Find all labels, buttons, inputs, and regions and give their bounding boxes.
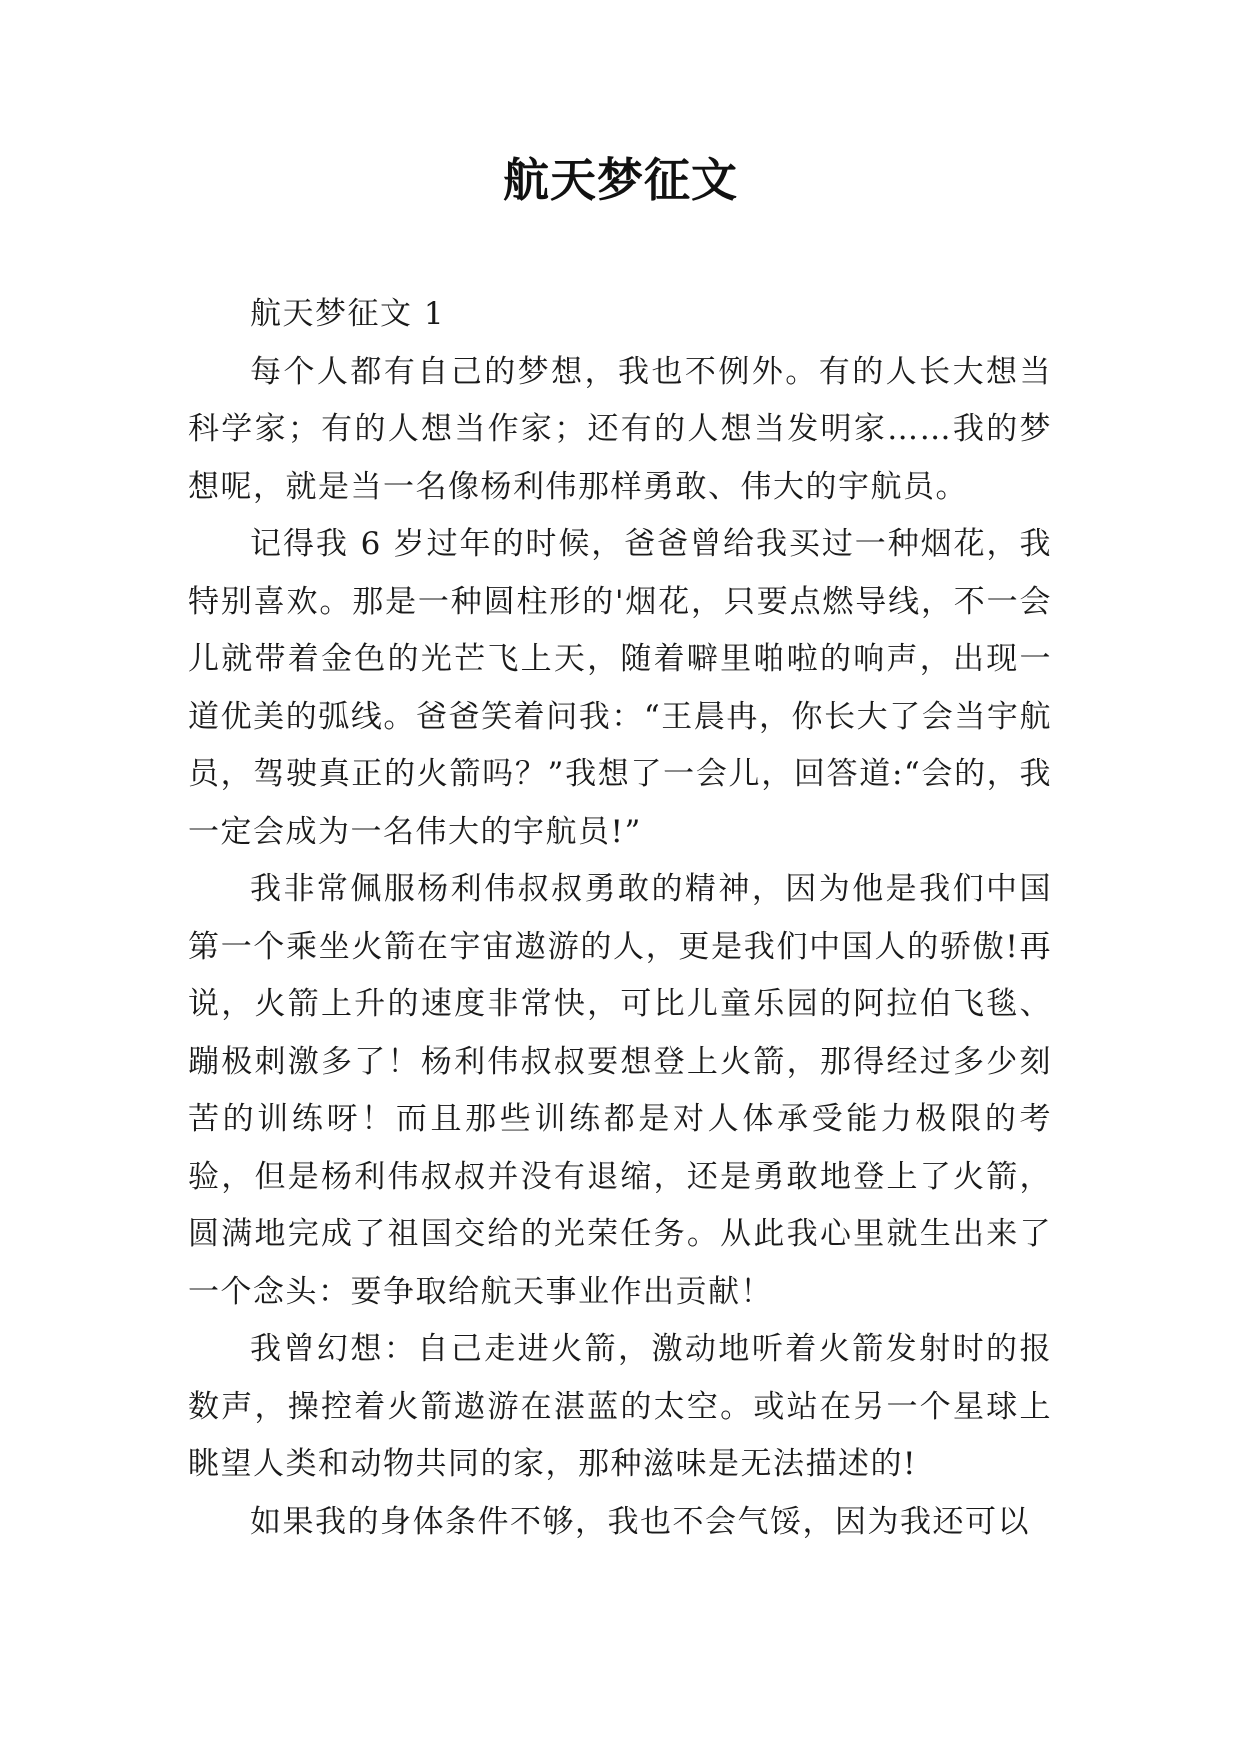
paragraph-3: 我非常佩服杨利伟叔叔勇敢的精神，因为他是我们中国第一个乘坐火箭在宇宙遨游的人，更是我们中国人的骄傲!再说，火箭上升的速度非常快，可比儿童乐园的阿拉伯飞毯、蹦极刺激多了！杨利伟叔叔要想登上火箭，那得经过多少刻苦的训练呀！而且那些训练都是对人体承受能力极限的考验，但是杨利伟叔叔并没有退缩，还是勇敢地登上了火箭，圆满地完成了祖国交给的光荣任务。从此我心里就生出来了一个念头：要争取给航天事业作出贡献！ <box>188 871 1052 1310</box>
document-body <box>188 286 1052 1551</box>
paragraph-4: 我曾幻想：自己走进火箭，激动地听着火箭发射时的报数声，操控着火箭遨游在湛蓝的太空。或站在另一个星球上眺望人类和动物共同的家，那种滋味是无法描述的! <box>188 1331 1052 1482</box>
section-heading: 航天梦征文 1 <box>250 296 446 332</box>
paragraph-5: 如果我的身体条件不够，我也不会气馁，因为我还可以 <box>250 1503 1030 1540</box>
document-title: 航天梦征文 <box>503 153 738 207</box>
paragraph-1: 每个人都有自己的梦想，我也不例外。有的人长大想当科学家；有的人想当作家；还有的人想当发明家……我的梦想呢，就是当一名像杨利伟那样勇敢、伟大的宇航员。 <box>188 353 1052 505</box>
paragraph-2: 记得我 6 岁过年的时候，爸爸曾给我买过一种烟花，我特别喜欢。那是一种圆柱形的'烟花，只要点燃导线，不一会儿就带着金色的光芒飞上天，随着噼里啪啦的响声，出现一道优美的弧线。爸爸笑着问我：“王晨冉，你长大了会当宇航员，驾驶真正的火箭吗？”我想了一会儿，回答道:“会的，我一定会成为一名伟大的宇航员!” <box>188 526 1052 850</box>
